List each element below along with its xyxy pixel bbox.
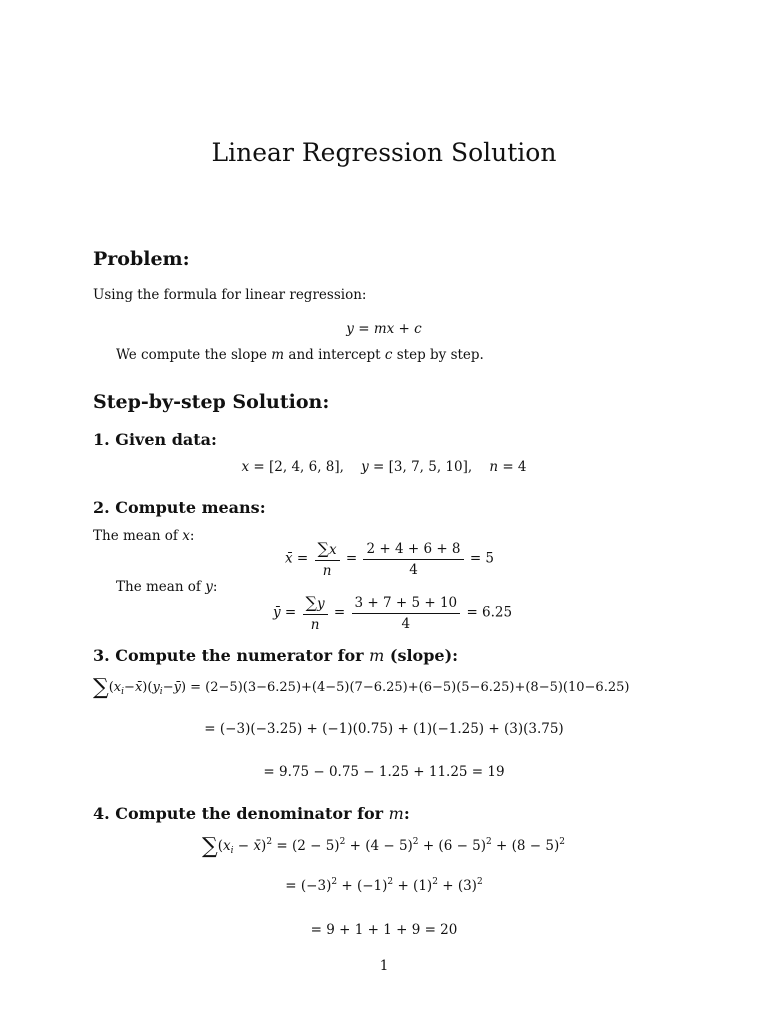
step4-heading: 4. Compute the denominator for m: [93,804,410,823]
denominator-line2: = $(-3)^2 + (-1)^2 + (1)^2 + (3)^2$ [285,877,483,894]
page-number: 1 [379,958,389,974]
step3-heading: 3. Compute the numerator for m (slope): [93,646,459,665]
numerator-line3: = 9.75 − 0.75 − 1.25 + 11.25 = 19 [263,764,505,780]
numerator-line1: $\sum(x_i-x̄)(y_i-ȳ) = (2-5)(3-6.25)+(4-5)(7-6.25)+(6-5)(5-6.25)+(8-5)(10-6.25)$ [93,675,630,700]
compute-text: We compute the slope m and intercept c step by step. [116,347,484,363]
denominator-line1: $\sum(x_i$ − x̄)$^2$ = $(2 - 5)^2 + (4 - 5)^2 + (6 - 5)^2 + (8 - 5)^2$ [202,834,565,859]
mean-y-label: The mean of y: [116,579,218,595]
mean-x-label: The mean of x: [93,528,195,544]
regression-formula: y = mx + c [346,321,422,337]
step2-heading: 2. Compute means: [93,498,266,517]
denominator-line3: = 9 + 1 + 1 + 9 = 20 [310,922,458,938]
step1-heading: 1. Given data: [93,430,217,449]
page-title: Linear Regression Solution [211,138,557,167]
problem-intro: Using the formula for linear regression: [93,287,367,303]
mean-x-equation: x̄ = $\frac{\sum x}{n}$ = $\frac{2 + 4 + 6 + 8}{4}$ = 5 [285,539,495,579]
given-data-equation: x = [2, 4, 6, 8], y = [3, 7, 5, 10], n = 4 [241,459,527,475]
solution-heading: Step-by-step Solution: [93,391,330,413]
mean-y-equation: ȳ = $\frac{\sum y}{n}$ = $\frac{3 + 7 + 5 + 10}{4}$ = 6.25 [273,593,513,633]
numerator-line2: = (−3)(−3.25) + (−1)(0.75) + (1)(−1.25) + (3)(3.75) [204,721,564,737]
problem-heading: Problem: [93,248,190,270]
